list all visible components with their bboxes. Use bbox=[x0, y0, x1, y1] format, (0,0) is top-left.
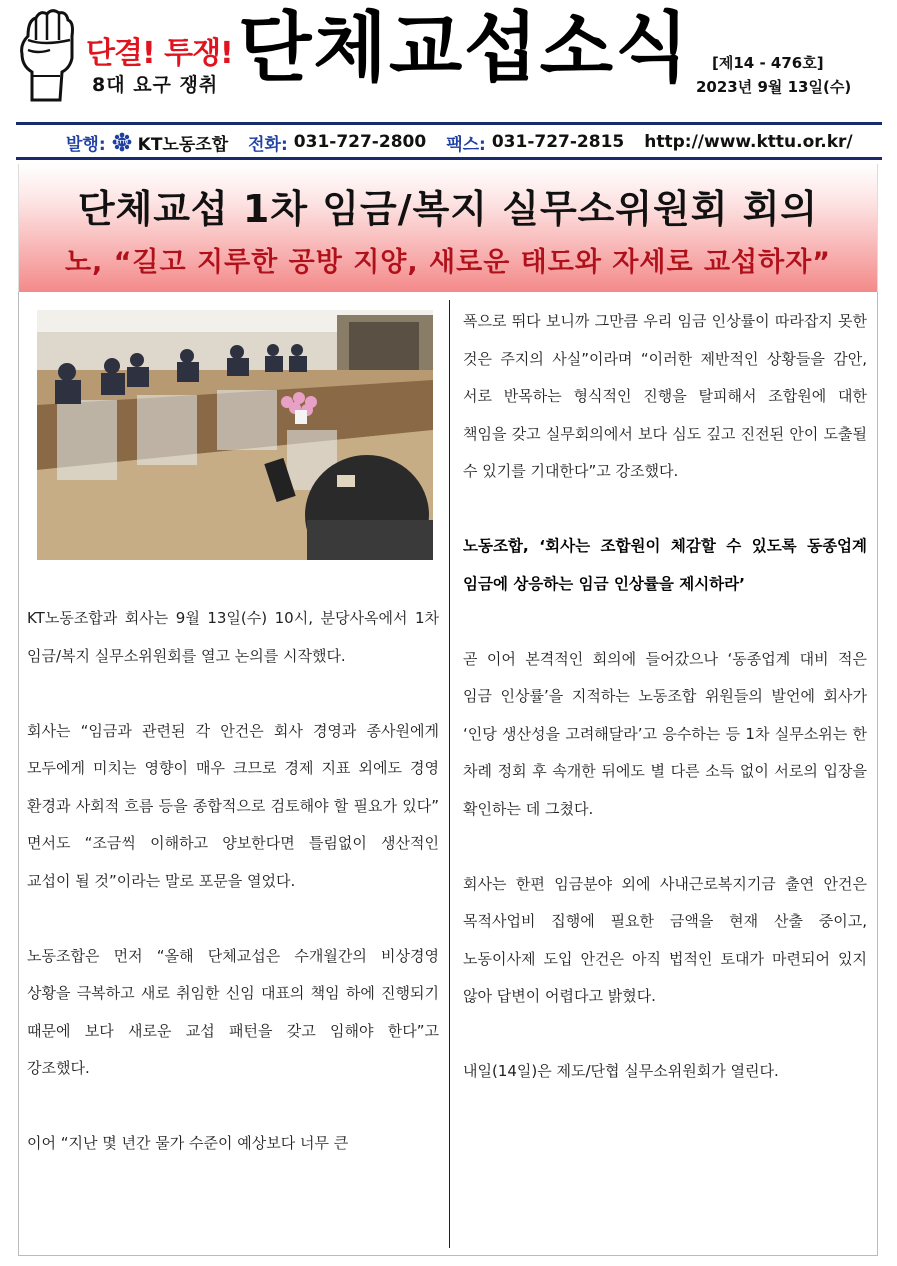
headline-banner bbox=[18, 164, 878, 292]
meeting-photo bbox=[37, 310, 433, 560]
phone-number: 031-727-2800 bbox=[293, 132, 427, 152]
issue-number: [제14 - 476호] bbox=[712, 54, 824, 72]
issue-date: 2023년 9월 13일(수) bbox=[696, 78, 852, 96]
article-paragraph: 이어 “지난 몇 년간 물가 수준이 예상보다 너무 큰 bbox=[27, 1134, 349, 1152]
right-column bbox=[463, 303, 867, 1091]
article-paragraph: 회사는 한편 임금분야 외에 사내근로복지기금 출연 안건은 목적사업비 집행에 필요한 금액을 현재 산출 중이고, 노동이사제 도입 안건은 아직 법적인 토대가 마련되어 있지 않아 답변이 어렵다고 밝혔다. bbox=[463, 874, 867, 1005]
slogan-line-2: 8대 요구 쟁취 bbox=[92, 74, 219, 96]
top-rule bbox=[16, 122, 882, 125]
fax-number: 031-727-2815 bbox=[491, 132, 625, 152]
fax-label: 팩스: bbox=[446, 134, 486, 155]
publisher-info-bar bbox=[16, 128, 882, 156]
masthead bbox=[0, 0, 897, 122]
headline-subtitle: 노, “길고 지루한 공방 지양, 새로운 태도와 자세로 교섭하자” bbox=[64, 247, 832, 278]
slogan-line-1: 단결! 투쟁! bbox=[86, 36, 233, 71]
raised-fist-icon bbox=[14, 6, 78, 102]
article-paragraph: 곧 이어 본격적인 회의에 들어갔으나 ‘동종업계 대비 적은 임금 인상률’을 지적하는 노동조합 위원들의 발언에 회사가 ‘인당 생산성을 고려해달라’고 응수하는 등 1차 실무소위는 한 차례 정회 후 속개한 뒤에도 별 다른 소득 없이 서로의 입장을 확인하는 데 그쳤다. bbox=[463, 649, 867, 818]
publisher-label: 발행: bbox=[66, 134, 106, 155]
article-paragraph: 내일(14일)은 제도/단협 실무소위원회가 열린다. bbox=[463, 1062, 779, 1080]
headline-title: 단체교섭 1차 임금/복지 실무소위원회 회의 bbox=[77, 187, 819, 231]
newsletter-title: 단체교섭소식 bbox=[238, 3, 691, 92]
column-divider bbox=[449, 300, 450, 1248]
bottom-rule bbox=[16, 157, 882, 160]
article-paragraph: KT노동조합과 회사는 9월 13일(수) 10시, 분당사옥에서 1차 임금/복지 실무소위원회를 열고 논의를 시작했다. bbox=[27, 609, 439, 665]
article-subheading: 노동조합, ‘회사는 조합원이 체감할 수 있도록 동종업계 임금에 상응하는 임금 인상률을 제시하라’ bbox=[463, 537, 867, 593]
article-paragraph: 회사는 “임금과 관련된 각 안건은 회사 경영과 종사원에게 모두에게 미치는 영향이 매우 크므로 경제 지표 외에도 경영 환경과 사회적 흐름 등을 종합적으로 검토해야 할 필요가 있다” 면서도 “조금씩 이해하고 양보한다면 틀림없이 생산적인 교섭이 될 것”이라는 말로 포문을 열었다. bbox=[27, 721, 439, 890]
svg-text:KTTU: KTTU bbox=[115, 139, 128, 145]
left-column bbox=[27, 600, 439, 1163]
website-link[interactable]: http://www.kttu.or.kr/ bbox=[644, 132, 853, 152]
kt-union-logo-icon bbox=[112, 132, 132, 152]
phone-label: 전화: bbox=[248, 134, 288, 155]
publisher-name: KT노동조합 bbox=[137, 134, 229, 155]
article-paragraph: 노동조합은 먼저 “올해 단체교섭은 수개월간의 비상경영 상황을 극복하고 새로 취임한 신임 대표의 책임 하에 진행되기 때문에 보다 새로운 교섭 패턴을 갖고 임해야 한다”고 강조했다. bbox=[27, 946, 439, 1077]
article-paragraph: 폭으로 뛰다 보니까 그만큼 우리 임금 인상률이 따라잡지 못한 것은 주지의 사실”이라며 “이러한 제반적인 상황들을 감안, 서로 반목하는 형식적인 진행을 탈피해서 조합원에 대한 책임을 갖고 실무회의에서 보다 심도 깊고 진전된 안이 도출될 수 있기를 기대한다”고 강조했다. bbox=[463, 312, 867, 480]
